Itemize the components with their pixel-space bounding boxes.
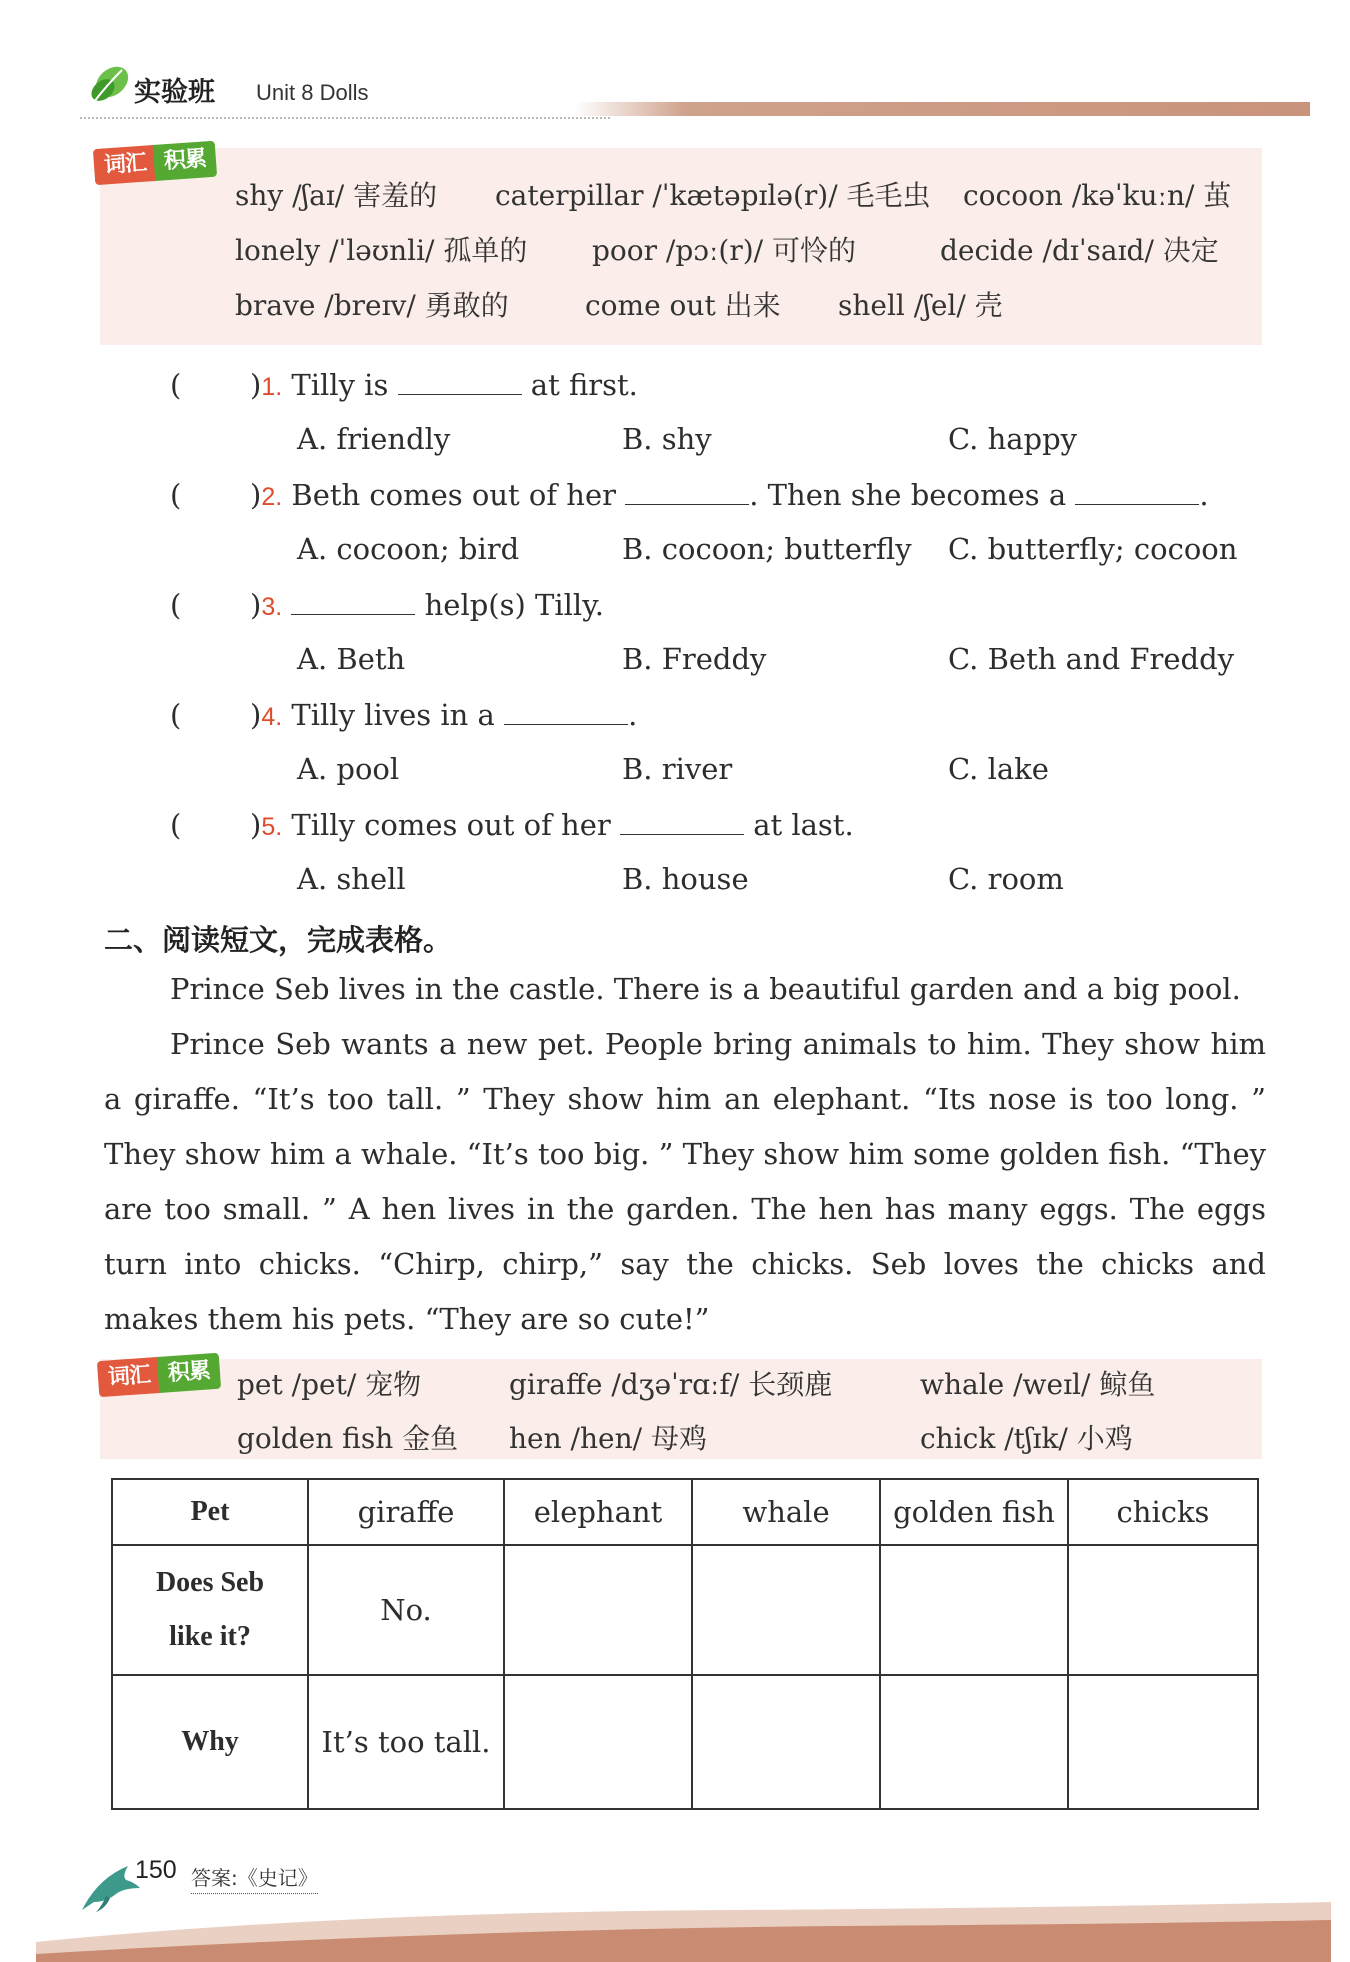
- option-c[interactable]: C. Beth and Freddy: [948, 642, 1235, 676]
- vocab-word: chick /tʃɪk/ 小鸡: [920, 1422, 1133, 1455]
- option-a[interactable]: A. cocoon; bird: [297, 532, 520, 566]
- pet-cell: chicks: [1068, 1479, 1258, 1545]
- answer-blank[interactable]: [398, 393, 522, 395]
- vocab-word: pet /pet/ 宠物: [237, 1368, 422, 1401]
- answer-blank[interactable]: [1075, 503, 1199, 505]
- row-header-like: Does Seb like it?: [112, 1545, 308, 1675]
- answer-blank[interactable]: [625, 503, 749, 505]
- question-number: 1.: [261, 373, 283, 401]
- why-cell[interactable]: [880, 1675, 1068, 1809]
- question-4: )4. Tilly lives in a .: [250, 698, 638, 732]
- vocab-word: decide /dɪˈsaɪd/ 决定: [940, 234, 1219, 267]
- option-b[interactable]: B. river: [622, 752, 733, 786]
- vocab-word: brave /breɪv/ 勇敢的: [235, 289, 509, 322]
- like-cell[interactable]: No.: [308, 1545, 504, 1675]
- vocab-word: giraffe /dʒəˈrɑːf/ 长颈鹿: [509, 1368, 833, 1401]
- like-cell[interactable]: [1068, 1545, 1258, 1675]
- pet-table: [111, 1478, 1259, 1810]
- vocab-word: shy /ʃaɪ/ 害羞的: [235, 179, 438, 212]
- passage-paragraph: Prince Seb wants a new pet. People bring animals to him. They show him a giraffe. “It’s too tall. ” They show him an elephant. “Its nose is too long. ” They show him a whale. “It’s too big. ” They show him some golden fish. “They are too small. ” A hen lives in the garden. The hen has many eggs. The eggs turn into chicks. “Chirp, chirp,” say the chicks. Seb loves the chicks and makes them his pets. “They are so cute!”: [104, 1027, 1266, 1336]
- answer-paren-open: (: [170, 698, 182, 732]
- vocab-word: come out 出来: [585, 289, 781, 322]
- reading-passage: [104, 962, 1266, 1347]
- question-number: 4.: [261, 703, 283, 731]
- vocab-tag-part2: 积累: [157, 1353, 221, 1393]
- answer-blank[interactable]: [291, 613, 415, 615]
- why-cell[interactable]: [692, 1675, 880, 1809]
- option-a[interactable]: A. Beth: [297, 642, 406, 676]
- option-c[interactable]: C. lake: [948, 752, 1049, 786]
- option-b[interactable]: B. Freddy: [622, 642, 767, 676]
- vocab-word: poor /pɔː(r)/ 可怜的: [592, 234, 856, 267]
- row-header-pet: Pet: [112, 1479, 308, 1545]
- header-divider: [80, 117, 610, 119]
- vocab-word: caterpillar /ˈkætəpɪlə(r)/ 毛毛虫: [495, 179, 931, 212]
- answer-paren-open: (: [170, 478, 182, 512]
- vocab-word: shell /ʃel/ 壳: [838, 289, 1003, 322]
- answer-paren-open: (: [170, 368, 182, 402]
- question-5: )5. Tilly comes out of her at last.: [250, 808, 854, 842]
- row-header-why: Why: [112, 1675, 308, 1809]
- question-number: 5.: [261, 813, 283, 841]
- passage-paragraph: Prince Seb lives in the castle. There is a beautiful garden and a big pool.: [170, 972, 1241, 1006]
- vocab-word: golden fish 金鱼: [237, 1422, 459, 1455]
- table-row: [112, 1479, 1258, 1545]
- why-cell[interactable]: It’s too tall.: [308, 1675, 504, 1809]
- option-b[interactable]: B. cocoon; butterfly: [622, 532, 912, 566]
- question-2: )2. Beth comes out of her . Then she becomes a .: [250, 478, 1209, 512]
- pet-cell: elephant: [504, 1479, 692, 1545]
- option-c[interactable]: C. room: [948, 862, 1064, 896]
- table-row: [112, 1545, 1258, 1675]
- series-brand: 实验班: [134, 77, 215, 108]
- question-number: 3.: [261, 593, 283, 621]
- pet-cell: whale: [692, 1479, 880, 1545]
- option-b[interactable]: B. shy: [622, 422, 712, 456]
- vocab-word: whale /weɪl/ 鲸鱼: [920, 1368, 1156, 1401]
- like-cell[interactable]: [692, 1545, 880, 1675]
- like-cell[interactable]: [504, 1545, 692, 1675]
- footer-answer: 答案:《史记》: [191, 1862, 318, 1894]
- why-cell[interactable]: [504, 1675, 692, 1809]
- why-cell[interactable]: [1068, 1675, 1258, 1809]
- option-b[interactable]: B. house: [622, 862, 749, 896]
- answer-blank[interactable]: [504, 723, 628, 725]
- header-color-bar: [575, 102, 1310, 116]
- answer-paren-open: (: [170, 588, 182, 622]
- pet-cell: golden fish: [880, 1479, 1068, 1545]
- vocab-word: hen /hen/ 母鸡: [509, 1422, 707, 1455]
- unit-title: Unit 8 Dolls: [256, 80, 369, 105]
- section-2-title: 二、阅读短文，完成表格。: [104, 923, 453, 957]
- question-number: 2.: [261, 483, 283, 511]
- question-1: )1. Tilly is at first.: [250, 368, 638, 402]
- page-number: 150: [135, 1856, 177, 1884]
- vocab-word: cocoon /kəˈkuːn/ 茧: [963, 179, 1232, 212]
- option-a[interactable]: A. friendly: [297, 422, 451, 456]
- leaf-logo-icon: [86, 62, 132, 108]
- vocab-word: lonely /ˈləʊnli/ 孤单的: [235, 234, 528, 267]
- table-row: [112, 1675, 1258, 1809]
- option-c[interactable]: C. butterfly; cocoon: [948, 532, 1238, 566]
- answer-paren-open: (: [170, 808, 182, 842]
- like-cell[interactable]: [880, 1545, 1068, 1675]
- vocab-tag-part2: 积累: [153, 141, 217, 181]
- question-3: )3. help(s) Tilly.: [250, 588, 604, 622]
- option-a[interactable]: A. shell: [297, 862, 406, 896]
- vocab-tag-part1: 词汇: [93, 145, 157, 185]
- pet-cell: giraffe: [308, 1479, 504, 1545]
- answer-blank[interactable]: [620, 833, 744, 835]
- option-c[interactable]: C. happy: [948, 422, 1078, 456]
- vocab-tag-part1: 词汇: [97, 1357, 161, 1397]
- option-a[interactable]: A. pool: [297, 752, 400, 786]
